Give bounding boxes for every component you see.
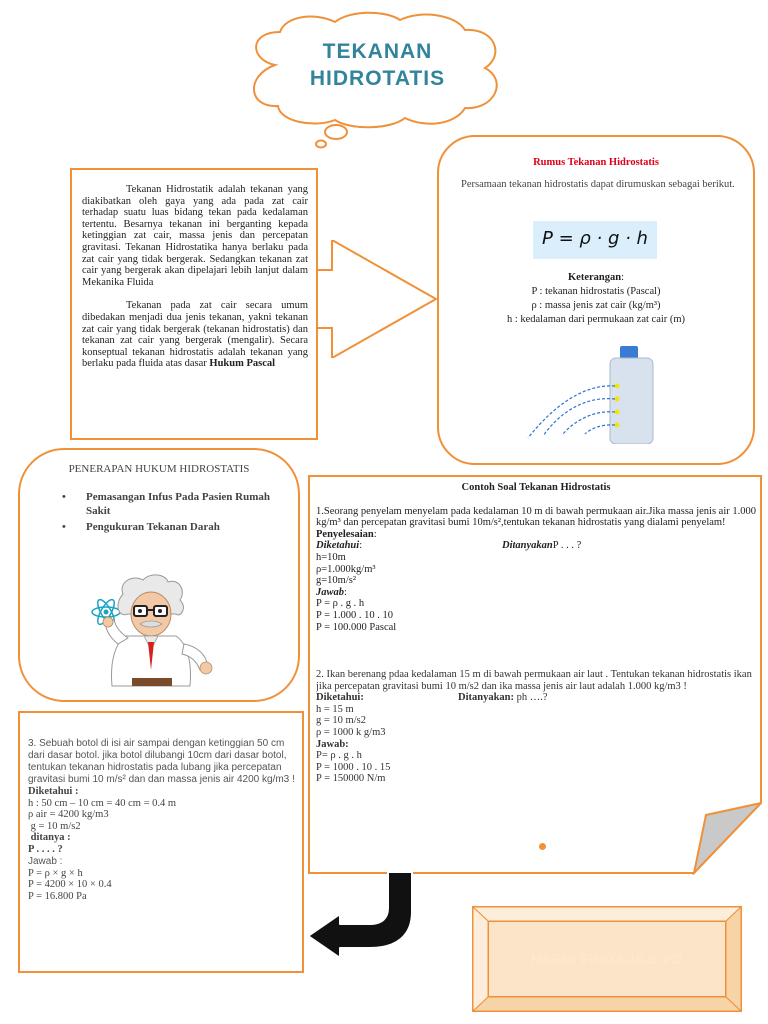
- example-1-answer-label: [316, 587, 756, 599]
- asked-label: Ditanyakan: [502, 540, 553, 552]
- problem-3-known-label: [28, 786, 296, 798]
- list-item: [58, 520, 278, 534]
- asked-label: Ditanyakan:: [458, 692, 515, 704]
- example-2-known-item: g = 10 m/s2: [316, 715, 366, 727]
- formula-legend: [437, 271, 755, 327]
- known-label: Diketahui :: [28, 786, 79, 797]
- bullet-icon: •: [62, 491, 66, 503]
- application-heading: PENERAPAN HUKUM HIDROSTATIS: [68, 463, 250, 475]
- example-2-answer-item: P = 150000 N/m: [316, 773, 386, 785]
- hukum-pascal-text: Hukum Pascal: [209, 358, 276, 370]
- bottle-illustration: [525, 344, 665, 444]
- example-1-solution-label: [316, 529, 756, 541]
- example-1-known-asked: [316, 540, 756, 552]
- example-2-answer-item: P = 1000 . 10 . 15: [316, 761, 391, 773]
- example-1-answer-item: P = 100.000 Pascal: [316, 621, 397, 633]
- asked-value: P . . . ?: [552, 540, 582, 552]
- example-title: Contoh Soal Tekanan Hidrostatis: [461, 482, 611, 493]
- application-item-text: Pemasangan Infus Pada Pasien Rumah Sakit: [86, 491, 270, 517]
- legend-title: [437, 271, 755, 285]
- example-1-question: 1.Seorang penyelam menyelam pada kedalaman 10 m di bawah permukaan air.Jika massa jenis air 1.000 kg/m³ dan percepatan gravitasi bumi 10m/s²,tentukan tekanan hidrostatis yang dialami penyelam!: [316, 505, 756, 529]
- page-title: [270, 38, 485, 92]
- example-2-known-asked: [316, 692, 756, 704]
- problem-3-asked-value: [28, 844, 296, 856]
- asked-value: P . . . . ?: [28, 843, 63, 855]
- example-1-answer-item: P = 1.000 . 10 . 10: [316, 609, 393, 621]
- problem-3-answer-item: P = 16.800 Pa: [28, 890, 87, 902]
- problem-3-question: 3. Sebuah botol di isi air sampai dengan ketinggian 50 cm dari dasar botol. jika botol dilubangi 10cm dari dasar botol, tentukan tekanan hidrostatis pada lubang jika percepatan gravitasi bumi 10 m/s² dan dan massa jenis air 4200 kg/m3 !: [28, 738, 295, 785]
- answer-label: Jawab: [316, 586, 345, 598]
- asked-value: ph ….?: [516, 692, 548, 704]
- solution-label: Penyelesaian: [316, 528, 374, 540]
- problem-3-answer-item: P = 4200 × 10 × 0.4: [28, 879, 112, 891]
- curved-arrow-icon: [304, 868, 416, 958]
- scientist-illustration: [88, 574, 218, 688]
- example-section: [316, 482, 756, 633]
- problem-3-known-item: ρ air = 4200 kg/m3: [28, 809, 109, 821]
- example-1-known-item: g=10m/s²: [316, 575, 356, 587]
- legend-item-h: h : kedalaman dari permukaan zat cair (m): [506, 314, 686, 325]
- example-2-answer-item: P= ρ . g . h: [316, 750, 362, 762]
- application-list: [58, 490, 278, 536]
- intro-paragraph-2-text: Tekanan pada zat cair secara umum dibedakan menjadi dua jenis tekanan, yakni tekanan zat cair yang tidak bergerak (tekanan hidrostatis) dan tekanan zat cair yang bergerak (mengalir). Secara konseptual tekanan hidrostatis adalah tekanan yang berlaku pada fluida atas dasar: [82, 300, 308, 370]
- example-2: [316, 669, 756, 807]
- example-2-known-item: ρ = 1000 k g/m3: [316, 726, 386, 738]
- example-1-answer-item: P = ρ . g . h: [316, 598, 365, 610]
- answer-colon: :: [344, 586, 347, 598]
- example-1-known-item: ρ=1.000kg/m³: [316, 563, 376, 575]
- application-item-text: Pengukuran Tekanan Darah: [86, 521, 220, 533]
- problem-3-answer-label: Jawab :: [28, 855, 63, 867]
- example-2-question: 2. Ikan berenang pdaa kedalaman 15 m di bawah permukaan air laut . Tentukan tekanan hidrostatis ikan jika percepatan gravitasi bumi 10 m/s2 dan ika massa jenis air laut adalah 1.000 kg/m3 !: [316, 669, 752, 692]
- problem-3-asked-label: [28, 832, 296, 844]
- author-name: HARIS FIRDAUS,S.PD: [531, 951, 683, 967]
- example-1-known-item: h=10m: [316, 551, 346, 563]
- answer-label: Jawab:: [316, 738, 349, 750]
- solution-colon: :: [373, 528, 377, 540]
- bullet-icon: •: [62, 521, 66, 533]
- asked-label: ditanya :: [28, 832, 71, 844]
- title-line-2: HIDROTATIS: [309, 67, 446, 90]
- known-colon: :: [359, 540, 363, 552]
- list-item: [58, 490, 278, 518]
- intro-box: [70, 168, 318, 440]
- formula-intro: Persamaan tekanan hidrostatis dapat dirumuskan sebagai berikut.: [461, 179, 735, 190]
- formula-equation: P = ρ · g · h: [542, 228, 648, 249]
- intro-arrow: [314, 240, 438, 358]
- legend-label: Keterangan: [568, 272, 622, 283]
- example-2-known-item: h = 15 m: [316, 703, 354, 715]
- intro-paragraph-2: [82, 300, 308, 370]
- formula-heading: Rumus Tekanan Hidrostatis: [533, 157, 659, 168]
- legend-item-rho: ρ : massa jenis zat cair (kg/m³): [531, 300, 661, 311]
- example-2-answer-label: [316, 739, 756, 751]
- decorative-dot: [539, 843, 546, 850]
- title-line-1: TEKANAN: [322, 40, 433, 63]
- problem-3-known-item: g = 10 m/s2: [28, 820, 81, 832]
- known-label: Diketahui: [316, 540, 360, 552]
- problem-3: [28, 738, 296, 902]
- intro-paragraph-1: Tekanan Hidrostatik adalah tekanan yang diakibatkan oleh gaya yang ada pada zat cair terhadap suatu luas bidang tekan pada kedalaman tertentu. Besarnya tekanan ini berganting kepada ketinggian zat cair, massa jenis dan percepatan gravitasi. Tekanan Hidrostatika hanya berlaku pada zat cair yang tidak bergerak. Sedangkan tekanan zat cair yang bergerak akan dipelajari lebih lanjut dalam Mekanika Fluida: [82, 184, 308, 288]
- legend-colon: :: [621, 272, 624, 283]
- problem-3-answer-item: P = ρ × g × h: [28, 867, 83, 879]
- legend-item-p: P : tekanan hidrostatis (Pascal): [531, 286, 661, 297]
- known-label: Diketahui:: [316, 692, 364, 704]
- problem-3-known-item: h : 50 cm – 10 cm = 40 cm = 0.4 m: [28, 797, 177, 809]
